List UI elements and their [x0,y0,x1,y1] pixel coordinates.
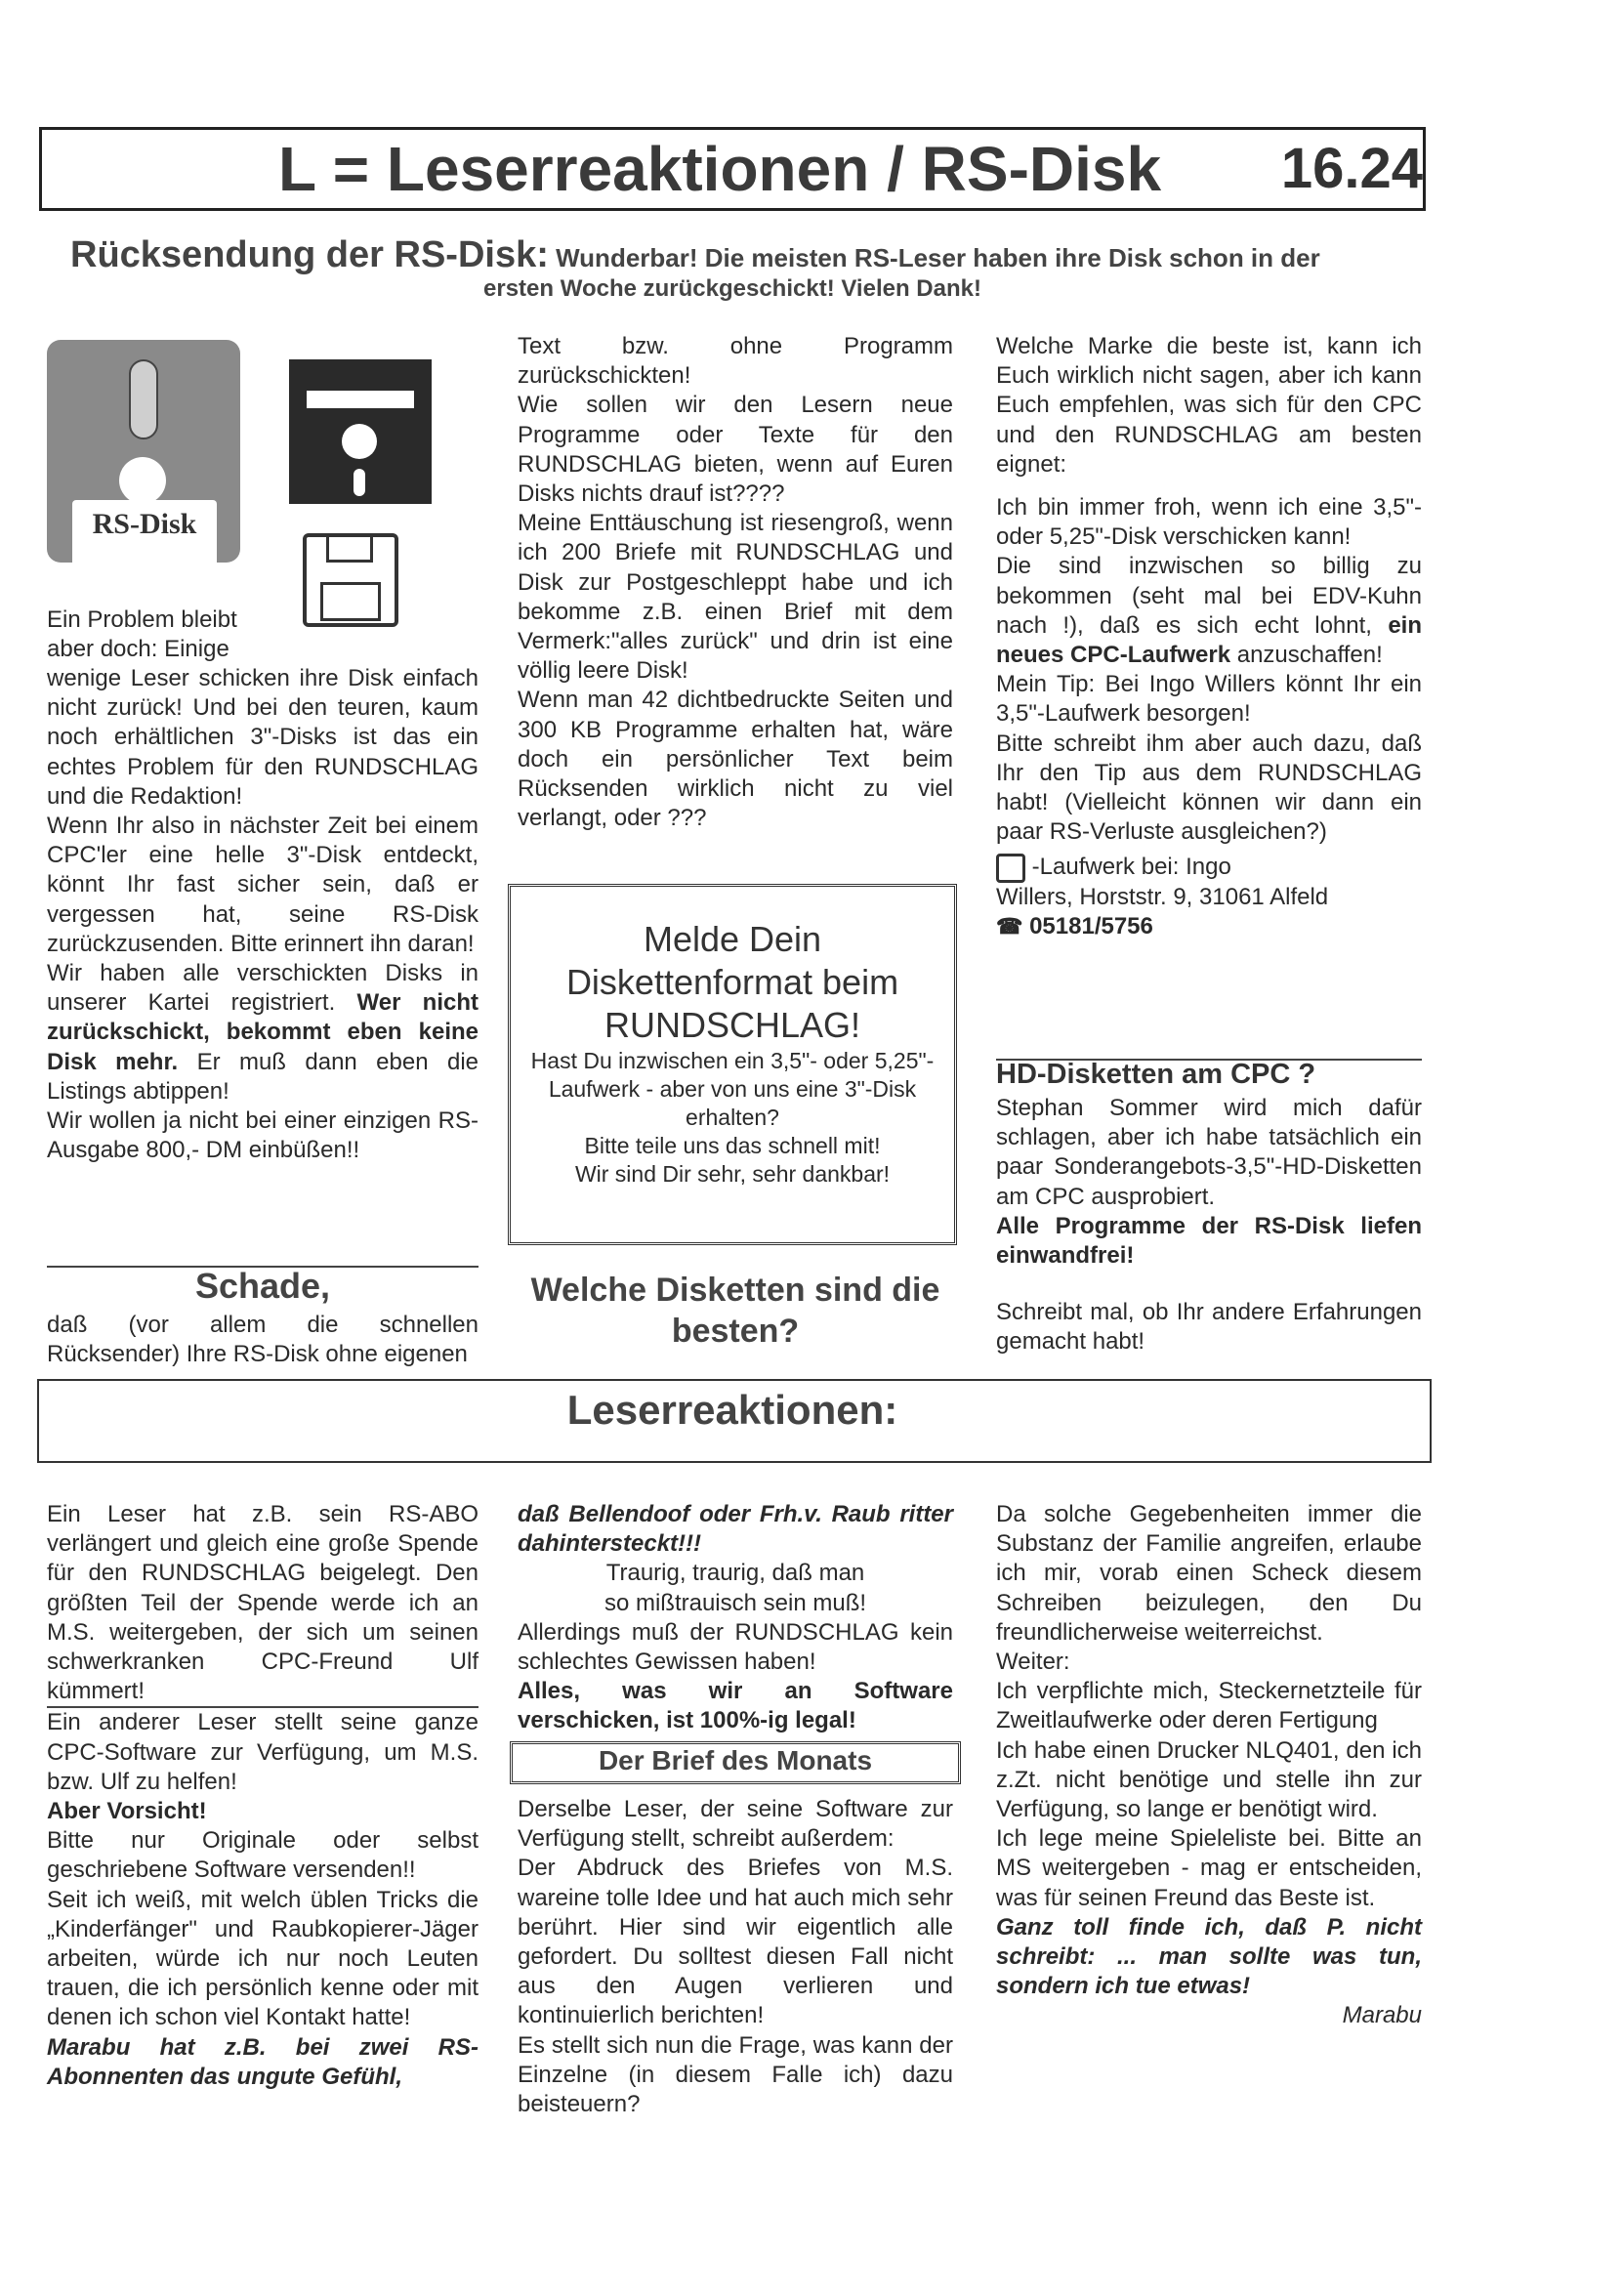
lr-col3-para-5: Ganz toll finde ich, daß P. nicht schreibt: ... man sollte was tun, sondern ich tue etwas! [996,1913,1422,2000]
col2-para-3: Meine Enttäuschung ist riesengroß, wenn ich 200 Briefe mit RUNDSCHLAG und Disk zur Postgeschleppt habe und ich bekomme z.B. einen Brief mit dem Vermerk:"alles zurück" und drin ist eine völlig leere Disk! [518,510,953,685]
lr-col3-body [996,1500,1422,2031]
melde-text-2: Bitte teile uns das schnell mit! [584,1133,881,1158]
col1-listings: Er muß dann eben die Listings abtippen! [47,1048,479,1105]
lr-col2-para-1: daß Bellendoof oder Frh.v. Raub ritter dahintersteckt!!! [518,1501,953,1558]
floppy-5-25-icon [289,359,432,504]
col3-para-1: Welche Marke die beste ist, kann ich Euch wirklich nicht sagen, aber ich kann Euch empfehlen, was sich für den CPC und den RUNDSCHLAG am besten eignet: [996,333,1422,478]
col3-para-2: Ich bin immer froh, wenn ich eine 3,5"- oder 5,25"-Disk verschicken kann! [996,494,1422,551]
lr-col2-para-4: Derselbe Leser, der seine Software zur Verfügung stellt, schreibt außerdem: [518,1796,953,1853]
intro-text-1: Wunderbar! Die meisten RS-Leser haben ihre Disk schon in der [556,243,1320,272]
lr-col1-para-4: Seit ich weiß, mit welch üblen Tricks die „Kinderfänger" und Raubkopierer-Jäger arbeiten, würde ich nur noch Leuten trauen, die ich persönlich kenne oder mit denen ich schon viel Kontakt hatte! [47,1886,479,2031]
col3-phone: 05181/5756 [1029,913,1153,940]
melde-text-1: Hast Du inzwischen ein 3,5"- oder 5,25"-Laufwerk - aber von uns eine 3"-Disk erhalten? [530,1048,935,1130]
intro-line [70,234,1437,276]
page-number: 16.24 [1280,137,1423,200]
intro-text-2: ersten Woche zurückgeschickt! Vielen Dank! [483,275,981,302]
melde-line-1: Melde Dein [643,919,822,959]
col1-kartei: Wir haben alle verschickten Disks in unserer Kartei registriert. [47,960,479,1017]
lr-col1-vorsicht: Aber Vorsicht! [47,1798,207,1825]
lr-col1-body [47,1500,479,2092]
lr-col1-para-2: Ein anderer Leser stellt seine ganze CPC-Software zur Verfügung, um M.S. bzw. Ulf zu helfen! [47,1706,479,1797]
lr-col3-para-4: Ich lege meine Spieleliste bei. Bitte an MS weitergeben - mag er entscheiden, was für seinen Freund das Beste ist. [996,1825,1422,1911]
col1-line-2: aber doch: Einige [47,636,229,663]
lr-col3-para-1: Da solche Gegebenheiten immer die Substanz der Familie angreifen, erlaube ich mir, vorab einen Scheck diesem Schreiben beizulegen, den Du freundlicherweise weiterreichst. [996,1501,1422,1646]
lr-col1-para-1: Ein Leser hat z.B. sein RS-ABO verlängert und gleich eine große Spende für den RUNDSCHLAG beigelegt. Den größten Teil der Spende werde ich an M.S. weitergeben, der sich um seinen schwerkranken CPC-Freund Ulf kümmert! [47,1501,479,1705]
melde-line-3: RUNDSCHLAG! [603,1005,861,1045]
hd-body [996,1094,1422,1357]
lr-col2-para-6: Es stellt sich nun die Frage, was kann der Einzelne (in diesem Falle ich) dazu beisteuern? [518,2031,953,2118]
floppy-3-5-icon [303,533,398,627]
col3-para-3: Die sind inzwischen so billig zu bekommen (seht mal bei EDV-Kuhn nach !), daß es sich echt lohnt, [996,553,1422,639]
col3-address: Willers, Horststr. 9, 31061 Alfeld [996,884,1329,911]
hd-text-3: Schreibt mal, ob Ihr andere Erfahrungen gemacht habt! [996,1299,1422,1356]
floppy-mini-icon [996,854,1025,883]
lr-col3-para-3: Ich habe einen Drucker NLQ401, den ich z.Zt. nicht benötige und stelle ihn zur Verfügung, so lange er benötigt wird. [996,1736,1422,1823]
lr-col2-para-5: Der Abdruck des Briefes von M.S. wareine tolle Idee und hat auch mich sehr berührt. Hier sind wir eigentlich alle gefordert. Du solltest diesen Fall nicht aus den Augen verlieren und kontinuierlich berichten! [518,1855,953,2029]
col2-para-4: Wenn man 42 dichtbedruckte Seiten und 300 KB Programme erhalten hat, wäre doch ein persönlicher Text beim Rücksenden wirklich nicht zu viel verlangt, oder ??? [518,687,953,832]
col1-lead [47,605,303,664]
lr-col2-para-3: Alles, was wir an Software verschicken, ist 100%-ig legal! [518,1678,953,1734]
melde-line-2: Diskettenformat beim [565,962,899,1002]
rs-disk-icon [47,340,240,563]
page-title: L = Leserreaktionen / RS-Disk [278,134,1162,204]
col1-line-1: Ein Problem bleibt [47,606,237,633]
lr-col2-brief [518,1795,953,2119]
lr-col3-para-2: Ich verpflichte mich, Steckernetzteile für Zweitlaufwerke oder deren Fertigung [996,1678,1422,1734]
hd-heading: HD-Disketten am CPC ? [996,1059,1316,1090]
col3-tip: Mein Tip: Bei Ingo Willers könnt Ihr ein 3,5"-Laufwerk besorgen! [996,671,1422,728]
brief-des-monats-heading: Der Brief des Monats [598,1745,873,1775]
lr-col2-traurig-1: Traurig, traurig, daß man [605,1560,865,1587]
lr-col2-body [518,1500,953,1736]
intro-heading: Rücksendung der RS-Disk: [70,234,549,275]
col2-para-2: Wie sollen wir den Lesern neue Programme oder Texte für den RUNDSCHLAG bieten, wenn auf Euren Disks nichts drauf ist???? [518,392,953,508]
col1-para-4: Wir wollen ja nicht bei einer einzigen RS-Ausgabe 800,- DM einbüßen!! [47,1107,479,1164]
lr-col2-para-2: Allerdings muß der RUNDSCHLAG kein schlechtes Gewissen haben! [518,1618,953,1676]
welche-heading: Welche Disketten sind die besten? [530,1272,940,1350]
col3-laufwerk: ein neues CPC-Laufwerk [996,611,1422,669]
rs-disk-label: RS-Disk [72,500,217,568]
col3-laufwerk-bei: -Laufwerk bei: Ingo [1031,854,1231,881]
lr-col3-weiter: Weiter: [996,1649,1070,1676]
col1-para-1: wenige Leser schicken ihre Disk einfach nicht zurück! Und bei den teuren, kaum noch erhältlichen 3"-Disks ist das ein echtes Problem für den RUNDSCHLAG und die Redaktion! [47,665,479,810]
col3-bitte: Bitte schreibt ihm aber auch dazu, daß Ihr den Tip aus dem RUNDSCHLAG habt! (Vielleicht können wir dann ein paar RS-Verluste ausgleichen?) [996,730,1422,846]
hd-text-1: Stephan Sommer wird mich dafür schlagen, aber ich habe tatsächlich ein paar Sonderangebots-3,5"-HD-Disketten am CPC ausprobiert. [996,1095,1422,1210]
schade-heading: Schade, [194,1266,331,1306]
lr-col1-para-3: Bitte nur Originale oder selbst geschriebene Software versenden!! [47,1827,479,1884]
leserreaktionen-heading: Leserreaktionen: [566,1387,898,1433]
col1-para-2: Wenn Ihr also in nächster Zeit bei einem CPC'ler eine helle 3"-Disk entdeckt, könnt Ihr fast sicher sein, daß er vergessen hat, seine RS-Disk zurückzusenden. Bitte erinnert ihn daran! [47,813,479,957]
hd-text-2: Alle Programme der RS-Disk liefen einwandfrei! [996,1212,1422,1270]
schade-text: daß (vor allem die schnellen Rücksender) Ihre RS-Disk ohne eigenen [47,1312,479,1368]
melde-text-3: Wir sind Dir sehr, sehr dankbar! [574,1161,891,1187]
phone-icon: ☎ [996,914,1023,939]
col2-para-1: Text bzw. ohne Programm zurückschickten! [518,333,953,390]
col2-body [518,332,953,833]
col3-body [996,332,1422,942]
melde-content [518,918,947,1189]
signature: Marabu [1342,2002,1422,2029]
lr-col1-para-5: Marabu hat z.B. bei zwei RS-Abonnenten das ungute Gefühl, [47,2033,479,2090]
col3-anschaffen: anzuschaffen! [1236,642,1383,669]
col1-warning: Wer nicht zurückschickt, bekommt eben keine Disk mehr. [47,989,479,1075]
lr-col2-traurig-2: so mißtrauisch sein muß! [603,1589,867,1616]
col1-body [47,664,479,1165]
